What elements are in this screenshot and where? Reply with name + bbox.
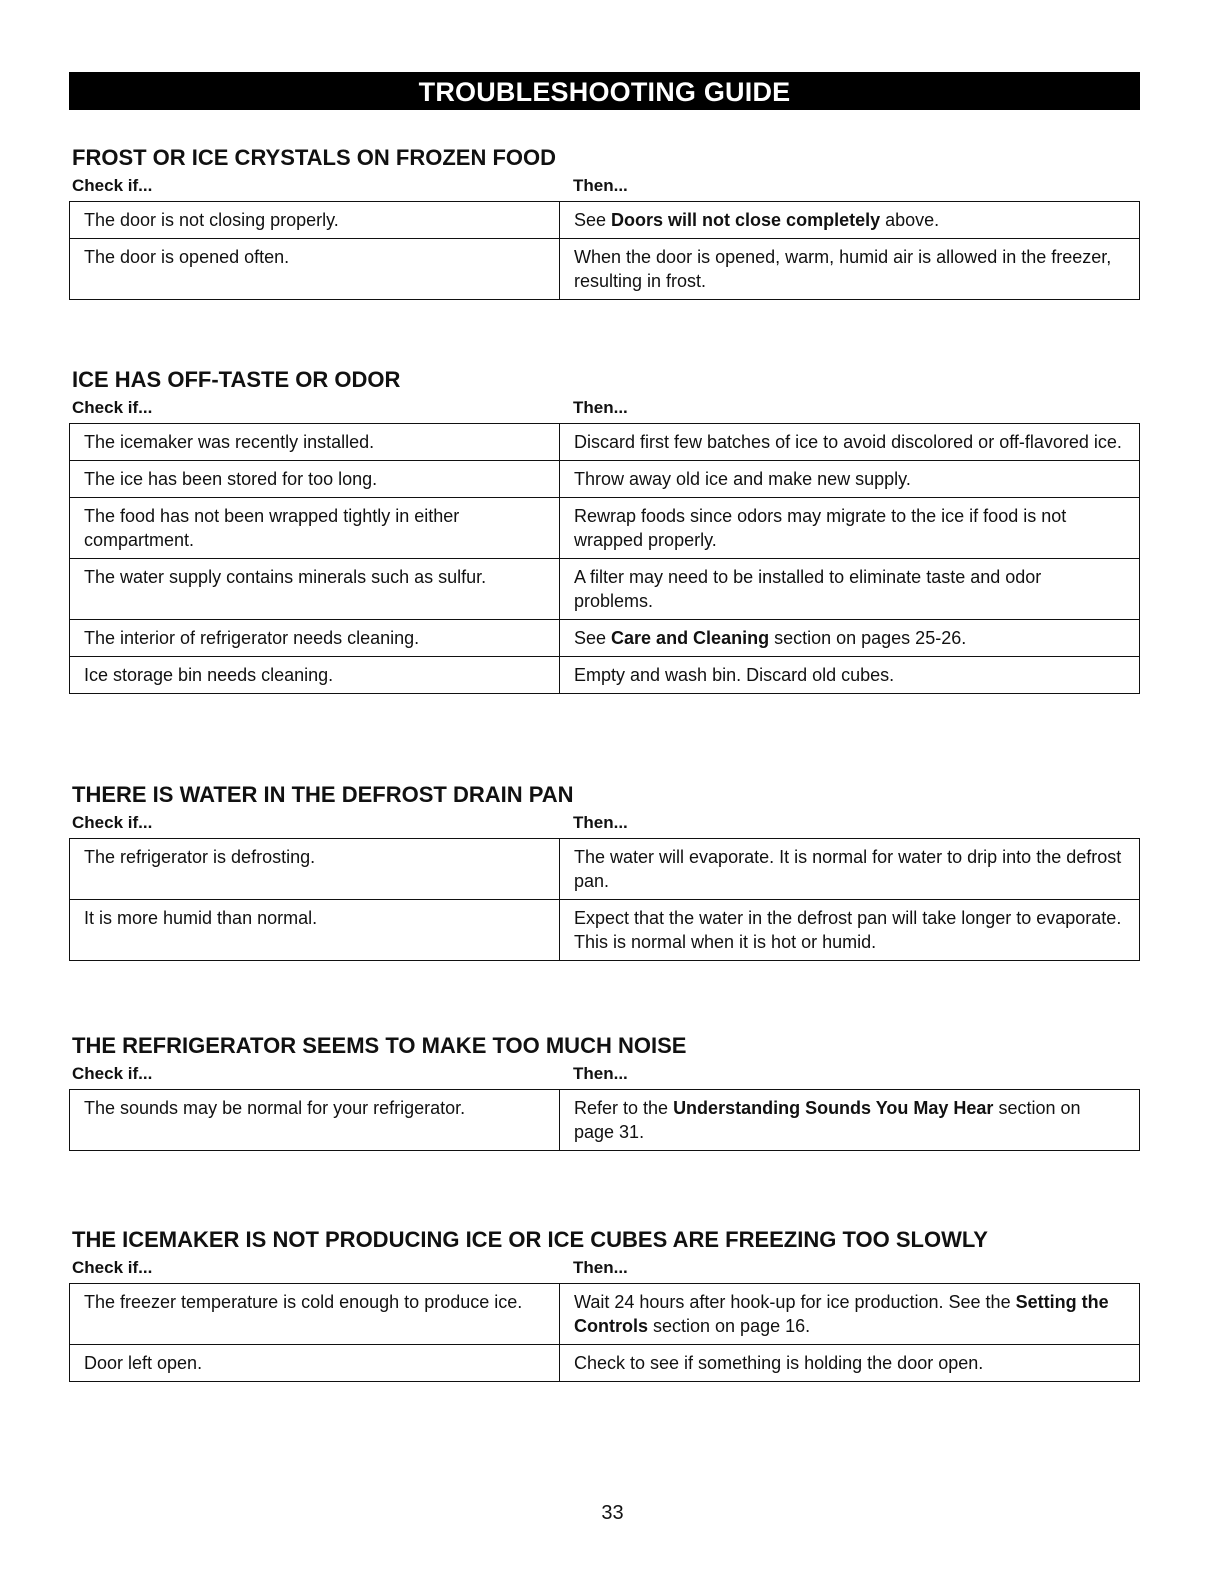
cell-text: section on pages 25-26. — [769, 628, 967, 648]
page-number: 33 — [601, 1502, 624, 1524]
table-row — [70, 461, 1140, 498]
check-cell: The food has not been wrapped tightly in either compartment. — [70, 498, 560, 559]
section-title: THE ICEMAKER IS NOT PRODUCING ICE OR ICE CUBES ARE FREEZING TOO SLOWLY — [72, 1227, 988, 1252]
troubleshooting-table — [69, 1089, 1140, 1151]
then-cell — [560, 620, 1140, 657]
troubleshooting-table — [69, 423, 1140, 694]
then-label: Then... — [573, 176, 628, 195]
cell-text: Throw away old ice and make new supply. — [574, 469, 911, 489]
emphasis-text: Doors will not close completely — [611, 210, 881, 230]
cell-text: Empty and wash bin. Discard old cubes. — [574, 665, 895, 685]
check-if-label: Check if... — [72, 176, 153, 195]
section-frost — [69, 145, 1140, 300]
section-icemaker — [69, 1227, 1140, 1382]
section-noise — [69, 1033, 1140, 1151]
then-cell — [560, 461, 1140, 498]
check-cell: Ice storage bin needs cleaning. — [70, 657, 560, 694]
table-row — [70, 424, 1140, 461]
then-cell — [560, 239, 1140, 300]
table-row — [70, 498, 1140, 559]
check-cell: The sounds may be normal for your refrigerator. — [70, 1090, 560, 1151]
section-title: THE REFRIGERATOR SEEMS TO MAKE TOO MUCH NOISE — [72, 1033, 687, 1058]
check-if-label: Check if... — [72, 398, 153, 417]
table-row — [70, 657, 1140, 694]
cell-text: Refer to the — [574, 1098, 674, 1118]
then-cell — [560, 424, 1140, 461]
troubleshooting-table — [69, 1283, 1140, 1382]
then-label: Then... — [573, 398, 628, 417]
section-title: ICE HAS OFF-TASTE OR ODOR — [72, 367, 401, 392]
check-cell: The refrigerator is defrosting. — [70, 839, 560, 900]
cell-text: Discard first few batches of ice to avoid discolored or off-flavored ice. — [574, 432, 1122, 452]
cell-text: When the door is opened, warm, humid air is allowed in the freezer, resulting in frost. — [574, 247, 1112, 291]
troubleshooting-table — [69, 201, 1140, 300]
check-cell: The interior of refrigerator needs cleaning. — [70, 620, 560, 657]
check-cell: The door is opened often. — [70, 239, 560, 300]
check-cell: The ice has been stored for too long. — [70, 461, 560, 498]
section-ice-taste — [69, 367, 1140, 694]
then-cell — [560, 1284, 1140, 1345]
check-cell: The icemaker was recently installed. — [70, 424, 560, 461]
then-cell — [560, 498, 1140, 559]
then-label: Then... — [573, 1064, 628, 1083]
check-if-label: Check if... — [72, 1258, 153, 1277]
check-cell: The freezer temperature is cold enough to produce ice. — [70, 1284, 560, 1345]
emphasis-text: Understanding Sounds You May Hear — [673, 1098, 994, 1118]
table-row — [70, 202, 1140, 239]
cell-text: above. — [880, 210, 940, 230]
cell-text: Wait 24 hours after hook-up for ice production. See the — [574, 1292, 1016, 1312]
check-if-label: Check if... — [72, 813, 153, 832]
then-cell — [560, 1090, 1140, 1151]
then-label: Then... — [573, 813, 628, 832]
table-row — [70, 239, 1140, 300]
section-title: FROST OR ICE CRYSTALS ON FROZEN FOOD — [72, 145, 556, 170]
check-if-label: Check if... — [72, 1064, 153, 1083]
emphasis-text: Setting the Controls — [574, 1292, 1109, 1336]
section-title: THERE IS WATER IN THE DEFROST DRAIN PAN — [72, 782, 574, 807]
table-row — [70, 620, 1140, 657]
cell-text: A filter may need to be installed to eliminate taste and odor problems. — [574, 567, 1042, 611]
troubleshooting-table — [69, 838, 1140, 961]
cell-text: Expect that the water in the defrost pan will take longer to evaporate. This is normal when it is hot or humid. — [574, 908, 1122, 952]
table-row — [70, 1345, 1140, 1382]
cell-text: See — [574, 210, 612, 230]
cell-text: Rewrap foods since odors may migrate to the ice if food is not wrapped properly. — [574, 506, 1067, 550]
check-cell: Door left open. — [70, 1345, 560, 1382]
cell-text: section on page 16. — [648, 1316, 811, 1336]
then-cell — [560, 900, 1140, 961]
section-drain-pan — [69, 782, 1140, 961]
check-cell: The door is not closing properly. — [70, 202, 560, 239]
cell-text: See — [574, 628, 612, 648]
table-row — [70, 1090, 1140, 1151]
then-cell — [560, 839, 1140, 900]
emphasis-text: Care and Cleaning — [611, 628, 770, 648]
page-banner: TROUBLESHOOTING GUIDE — [69, 72, 1140, 110]
table-row — [70, 1284, 1140, 1345]
check-cell: It is more humid than normal. — [70, 900, 560, 961]
cell-text: Check to see if something is holding the door open. — [574, 1353, 984, 1373]
then-cell — [560, 657, 1140, 694]
table-row — [70, 900, 1140, 961]
cell-text: The water will evaporate. It is normal for water to drip into the defrost pan. — [574, 847, 1122, 891]
cell-text: section on page 31. — [574, 1098, 1081, 1142]
then-cell — [560, 559, 1140, 620]
then-cell — [560, 202, 1140, 239]
check-cell: The water supply contains minerals such as sulfur. — [70, 559, 560, 620]
table-row — [70, 559, 1140, 620]
table-row — [70, 839, 1140, 900]
then-label: Then... — [573, 1258, 628, 1277]
then-cell — [560, 1345, 1140, 1382]
